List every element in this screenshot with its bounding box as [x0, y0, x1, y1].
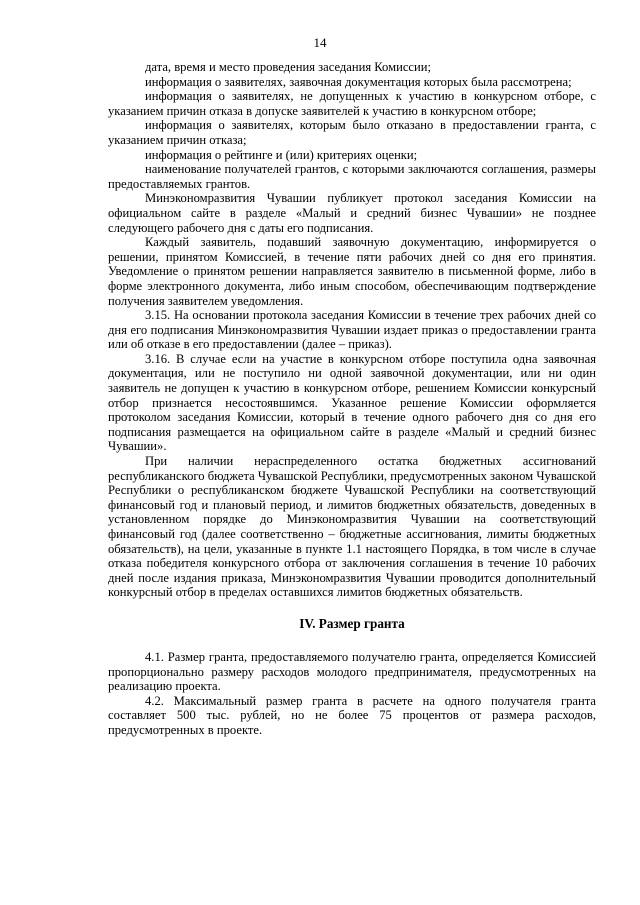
- paragraph: 4.1. Размер гранта, предоставляемого получателю гранта, определяется Комиссией пропорционально размеру расходов молодого предпринимателя, предусмотренных на реализацию проекта.: [108, 649, 596, 694]
- paragraph: информация о заявителях, которым было отказано в предоставлении гранта, с указанием причин отказа;: [108, 118, 596, 147]
- page-number: 14: [313, 35, 327, 50]
- paragraph: 3.15. На основании протокола заседания Комиссии в течение трех рабочих дней со дня его подписания Минэкономразвития Чувашии издает приказ о предоставлении гранта или об отказе в его предоставлении (далее – приказ).: [108, 308, 596, 352]
- paragraph: информация о заявителях, не допущенных к участию в конкурсном отборе, с указанием причин отказа в допуске заявителей к участию в конкурсном отборе;: [108, 89, 596, 118]
- paragraph: информация о заявителях, заявочная документация которых была рассмотрена;: [145, 74, 572, 89]
- paragraph: дата, время и место проведения заседания Комиссии;: [145, 60, 431, 74]
- paragraph: Каждый заявитель, подавший заявочную документацию, информируется о решении, принятом Комиссией, в течение пяти рабочих дней со дня его принятия. Уведомление о принятом решении направляется заявителю в письменной форме, либо в форме электронного документа, либо иным способом, обеспечивающим подтверждение получения заявителем уведомления.: [108, 235, 596, 308]
- paragraph: Минэкономразвития Чувашии публикует протокол заседания Комиссии на официальном сайте в разделе «Малый и средний бизнес Чувашии» не позднее следующего рабочего дня с даты его подписания.: [108, 191, 596, 235]
- section-heading: IV. Размер гранта: [299, 615, 405, 631]
- document-body: [108, 60, 596, 738]
- paragraph: информация о рейтинге и (или) критериях оценки;: [145, 147, 418, 162]
- paragraph: 4.2. Максимальный размер гранта в расчете на одного получателя гранта составляет 500 тыс. рублей, но не более 75 процентов от размера расходов, предусмотренных в проекте.: [108, 693, 596, 737]
- paragraph: При наличии нераспределенного остатка бюджетных ассигнований республиканского бюджета Чувашской Республики, предусмотренных законом Чувашской Республики о республиканском бюджете Чувашской Республики на соответствующий финансовый год и плановый период, и лимитов бюджетных обязательств, доведенных в установленном порядке до Минэкономразвития Чувашии на соответствующий финансовый год (далее соответственно – бюджетные ассигнования, лимиты бюджетных обязательств), на цели, указанные в пункте 1.1 настоящего Порядка, в том числе в случае отказа победителя конкурсного отбора от заключения соглашения в течение 10 рабочих дней после издания приказа, Минэкономразвития Чувашии проводится дополнительный конкурсный отбор в пределах оставшихся лимитов бюджетных обязательств.: [108, 454, 596, 600]
- paragraph: 3.16. В случае если на участие в конкурсном отборе поступила одна заявочная документация, или не поступило ни одной заявочной документации, или ни один заявитель не допущен к участию в конкурсном отборе, решением Комиссии конкурсный отбор признается несостоявшимся. Указанное решение Комиссии оформляется протоколом заседания Комиссии, который в течение одного рабочего дня со дня его подписания размещается на официальном сайте в разделе «Малый и средний бизнес Чувашии».: [108, 351, 596, 454]
- paragraph: наименование получателей грантов, с которыми заключаются соглашения, размеры предоставляемых грантов.: [108, 162, 596, 191]
